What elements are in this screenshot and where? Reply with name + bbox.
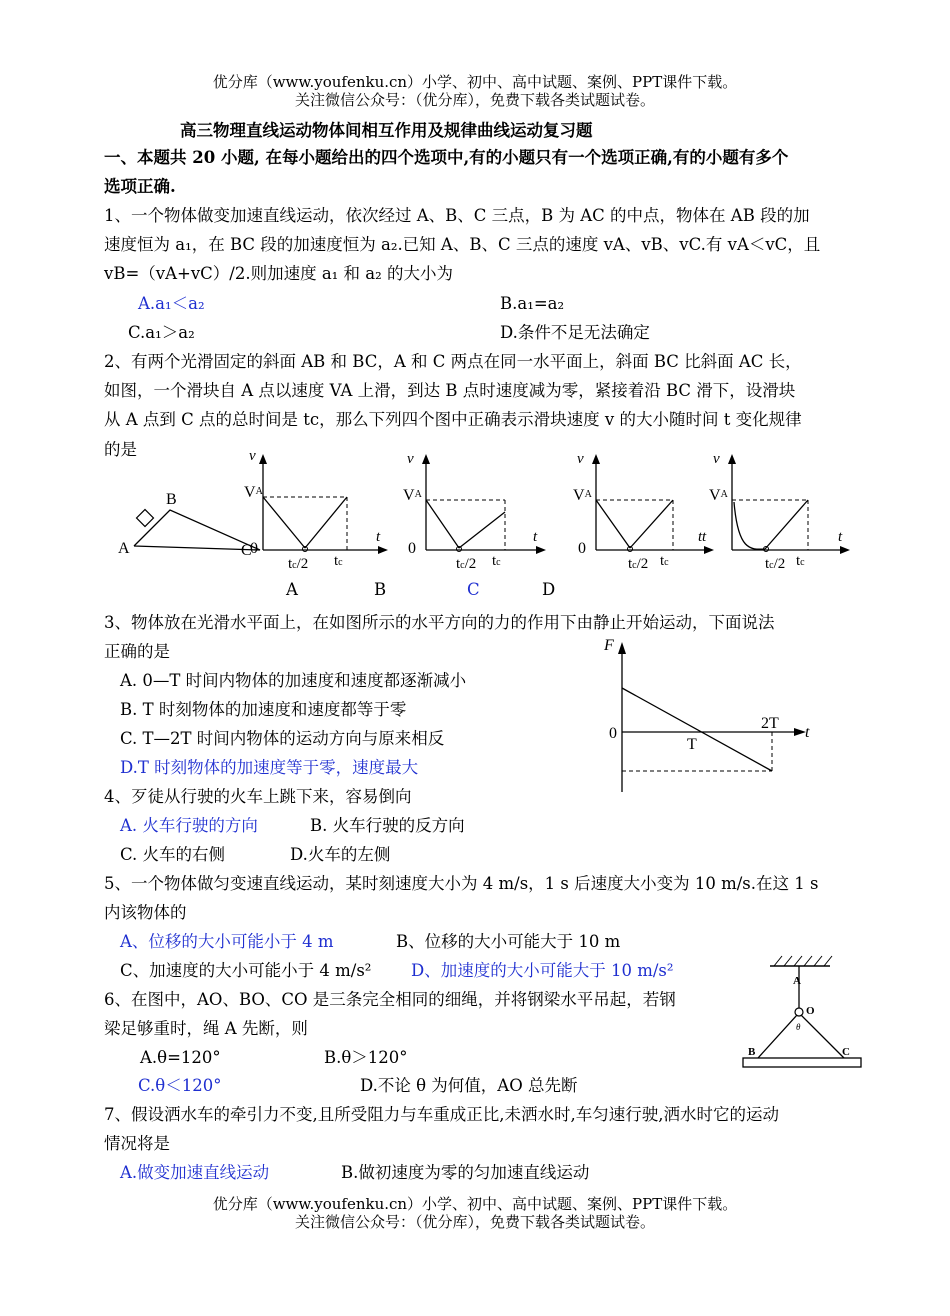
q6-option-a: A.θ=120°	[140, 1048, 221, 1067]
rope-label-b: B	[748, 1046, 756, 1058]
q3-line-2: 正确的是	[104, 642, 170, 661]
q1-line-2: 速度恒为 a₁，在 BC 段的加速度恒为 a₂.已知 A、B、C 三点的速度 vA、vB、vC.有 vA＜vC，且	[104, 235, 821, 254]
q1-option-d: D.条件不足无法确定	[500, 323, 650, 342]
incline-label-c: C	[241, 542, 252, 559]
q3-option-a: A. 0—T 时间内物体的加速度和速度都逐渐减小	[120, 671, 467, 690]
q2-line-1: 2、有两个光滑固定的斜面 AB 和 BC，A 和 C 两点在同一水平面上，斜面 BC 比斜面 AC 长，	[104, 352, 802, 371]
q2-option-c: C	[467, 580, 480, 599]
q6-line-1: 6、在图中，AO、BO、CO 是三条完全相同的细绳，并将钢梁水平吊起，若钢	[104, 990, 676, 1009]
svg-text:0: 0	[408, 540, 416, 557]
header-line-1: 优分库（www.youfenku.cn）小学、初中、高中试题、案例、PPT课件下载。	[212, 73, 738, 91]
q4-option-a: A. 火车行驶的方向	[120, 816, 258, 835]
svg-text:tc/2: tc/2	[288, 556, 309, 572]
svg-text:tc: tc	[660, 553, 669, 569]
footer-line-2: 关注微信公众号：（优分库），免费下载各类试题试卷。	[294, 1213, 655, 1231]
q1-line-1: 1、一个物体做变加速直线运动，依次经过 A、B、C 三点，B 为 AC 的中点，物体在 AB 段的加	[104, 206, 810, 225]
vt-graph-b	[403, 451, 546, 572]
q7-option-b: B.做初速度为零的匀加速直线运动	[341, 1163, 590, 1182]
q2-option-a: A	[286, 580, 298, 599]
incline-label-b: B	[166, 491, 177, 508]
angle-label-theta: θ	[796, 1022, 801, 1032]
q2-line-3: 从 A 点到 C 点的总时间是 tc，那么下列四个图中正确表示滑块速度 v 的大小随时间 t 变化规律	[104, 410, 802, 429]
q5-option-d: D、加速度的大小可能大于 10 m/s²	[411, 961, 674, 980]
svg-text:tc: tc	[334, 553, 343, 569]
svg-text:v: v	[713, 451, 720, 467]
svg-text:0: 0	[578, 540, 586, 557]
q1-option-a: A.a₁＜a₂	[138, 294, 205, 313]
footer-line-1: 优分库（www.youfenku.cn）小学、初中、高中试题、案例、PPT课件下载。	[212, 1195, 738, 1213]
q1-option-c: C.a₁＞a₂	[128, 323, 195, 342]
axis-label-t: t	[805, 724, 810, 741]
q5-line-1: 5、一个物体做匀变速直线运动，某时刻速度大小为 4 m/s，1 s 后速度大小变为 10 m/s.在这 1 s	[104, 874, 819, 893]
q6-option-b: B.θ＞120°	[324, 1048, 408, 1067]
tick-label-2t: 2T	[761, 715, 779, 732]
q4-line-1: 4、歹徒从行驶的火车上跳下来，容易倒向	[104, 787, 412, 806]
svg-text:t: t	[698, 529, 703, 545]
svg-text:0: 0	[250, 540, 258, 557]
origin-label: 0	[609, 725, 617, 742]
svg-text:t: t	[702, 529, 707, 545]
q4-option-d: D.火车的左侧	[290, 845, 391, 864]
svg-text:VA: VA	[709, 487, 728, 504]
q1-line-3: vB=（vA+vC）/2.则加速度 a₁ 和 a₂ 的大小为	[104, 264, 453, 283]
q7-line-2: 情况将是	[104, 1134, 170, 1153]
q3-force-graph	[598, 632, 823, 797]
section-heading-line-2: 选项正确.	[104, 177, 176, 196]
rope-label-a: A	[793, 975, 801, 987]
section-heading-line-1: 一、本题共 20 小题, 在每小题给出的四个选项中,有的小题只有一个选项正确,有的小题有多个	[104, 148, 789, 167]
svg-text:VA: VA	[573, 487, 592, 504]
q2-line-4: 的是	[104, 440, 137, 459]
header-line-2: 关注微信公众号：（优分库），免费下载各类试题试卷。	[294, 91, 655, 109]
q6-line-2: 梁足够重时，绳 A 先断，则	[104, 1019, 308, 1038]
q5-option-a: A、位移的大小可能小于 4 m	[120, 932, 334, 951]
q3-option-d: D.T 时刻物体的加速度等于零，速度最大	[120, 758, 419, 777]
svg-text:tc/2: tc/2	[456, 556, 477, 572]
svg-text:tc/2: tc/2	[628, 556, 649, 572]
q2-line-2: 如图，一个滑块自 A 点以速度 VA 上滑，到达 B 点时速度减为零，紧接着沿 BC 滑下，设滑块	[104, 381, 796, 400]
q6-beam-figure	[740, 950, 868, 1072]
q6-option-c: C.θ＜120°	[138, 1076, 222, 1095]
tick-label-t: T	[687, 736, 697, 753]
vt-graph-a	[244, 448, 388, 572]
rope-label-c: C	[842, 1046, 850, 1058]
incline-diagram	[118, 491, 260, 559]
svg-text:t: t	[533, 529, 538, 545]
axis-label-f: F	[604, 637, 614, 654]
q3-option-c: C. T—2T 时间内物体的运动方向与原来相反	[120, 729, 445, 748]
svg-text:t: t	[376, 529, 381, 545]
svg-text:VA: VA	[403, 487, 422, 504]
svg-text:t: t	[838, 529, 843, 545]
q5-option-c: C、加速度的大小可能小于 4 m/s²	[120, 961, 372, 980]
svg-text:tc: tc	[796, 553, 805, 569]
vt-graph-d	[698, 451, 850, 572]
svg-text:v: v	[249, 448, 256, 464]
svg-text:VA: VA	[244, 484, 263, 501]
q1-option-b: B.a₁=a₂	[500, 294, 565, 313]
svg-text:v: v	[407, 451, 414, 467]
q4-option-c: C. 火车的右侧	[120, 845, 226, 864]
svg-text:tc/2: tc/2	[765, 556, 786, 572]
page-title: 高三物理直线运动物体间相互作用及规律曲线运动复习题	[180, 121, 593, 140]
q7-line-1: 7、假设洒水车的牵引力不变,且所受阻力与车重成正比,未洒水时,车匀速行驶,洒水时它的运动	[104, 1105, 779, 1124]
q3-option-b: B. T 时刻物体的加速度和速度都等于零	[120, 700, 407, 719]
q2-option-d: D	[542, 580, 556, 599]
q5-line-2: 内该物体的	[104, 903, 187, 922]
knot-label-o: O	[806, 1005, 815, 1017]
q2-option-b: B	[374, 580, 387, 599]
q2-figure	[110, 440, 870, 600]
q5-option-b: B、位移的大小可能大于 10 m	[396, 932, 621, 951]
q4-option-b: B. 火车行驶的反方向	[310, 816, 465, 835]
incline-label-a: A	[118, 540, 130, 557]
svg-text:v: v	[577, 451, 584, 467]
vt-graph-c	[573, 451, 714, 572]
q6-option-d: D.不论 θ 为何值，AO 总先断	[360, 1076, 578, 1095]
q7-option-a: A.做变加速直线运动	[120, 1163, 270, 1182]
q3-line-1: 3、物体放在光滑水平面上，在如图所示的水平方向的力的作用下由静止开始运动，下面说法	[104, 613, 775, 632]
svg-text:tc: tc	[492, 553, 501, 569]
